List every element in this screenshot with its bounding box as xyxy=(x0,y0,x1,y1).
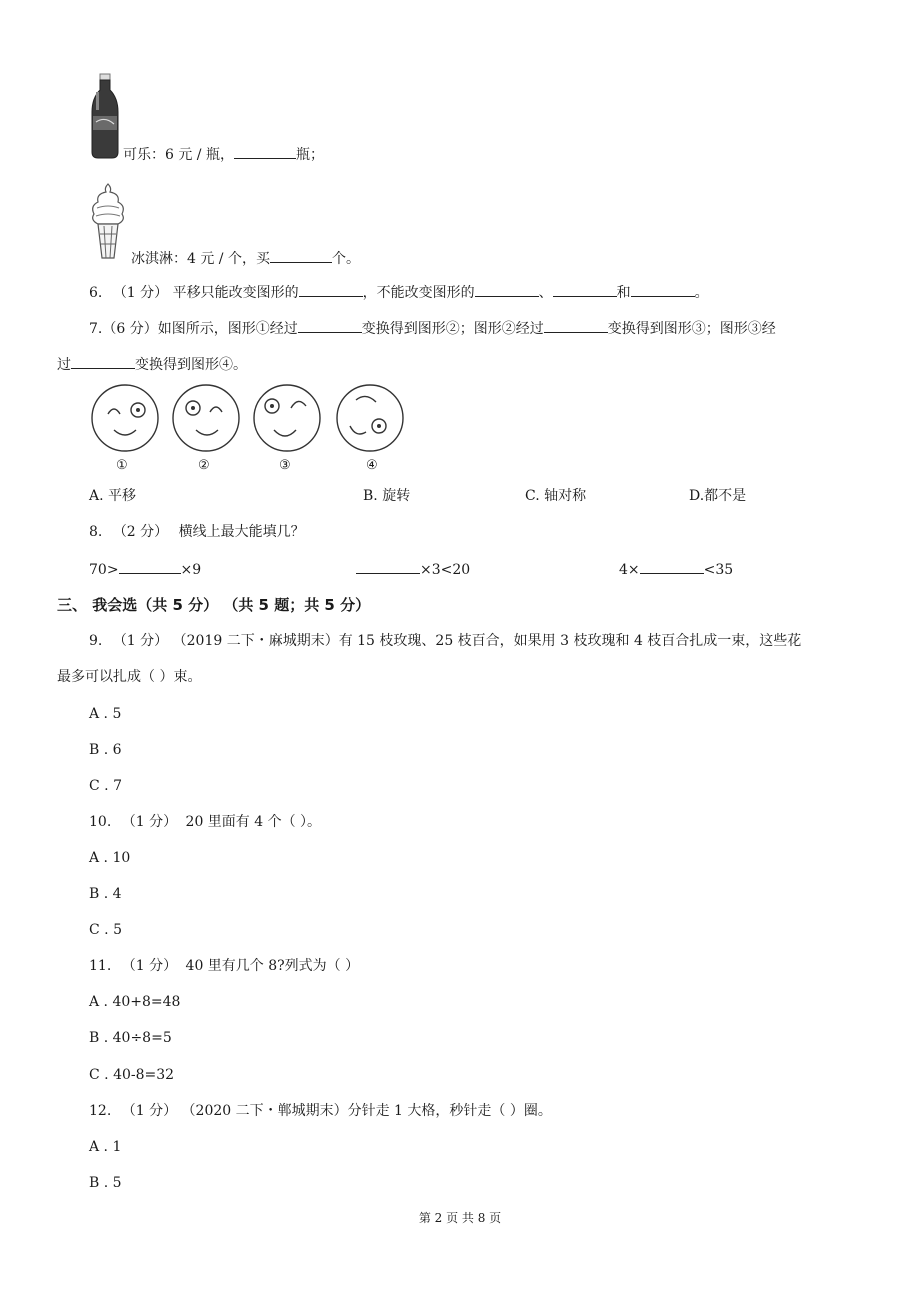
q10-text: 20 里面有 4 个（ ）。 xyxy=(185,814,322,830)
q7-number: 7. xyxy=(89,321,103,337)
q7-text-b: 变换得到图形②；图形②经过 xyxy=(361,321,544,337)
q9-option-a[interactable]: A . 5 xyxy=(89,706,122,722)
q7-text-c: 变换得到图形③；图形③经 xyxy=(607,321,776,337)
cola-unit: 瓶； xyxy=(295,147,324,163)
q9-option-c[interactable]: C . 7 xyxy=(89,778,122,794)
q7-text-e: 变换得到图形④。 xyxy=(135,357,247,373)
section-3-title: 三、 我会选（共 5 分） （共 5 题；共 5 分） xyxy=(57,596,371,614)
q7-option-b[interactable]: B. 旋转 xyxy=(363,488,411,504)
q6-blank-2[interactable] xyxy=(475,282,539,297)
cola-bottle-icon xyxy=(88,72,122,160)
q7-blank-2[interactable] xyxy=(544,318,608,333)
q7-option-a[interactable]: A. 平移 xyxy=(89,488,137,504)
cola-blank[interactable] xyxy=(234,144,296,159)
question-6 xyxy=(89,282,709,303)
q10-option-a[interactable]: A . 10 xyxy=(89,850,131,866)
q6-text: 平移只能改变图形的 xyxy=(172,285,299,301)
q11-text: 40 里有几个 8?列式为（ ） xyxy=(185,958,360,974)
q7-blank-3[interactable] xyxy=(71,354,135,369)
q6-blank-1[interactable] xyxy=(299,282,363,297)
question-7 xyxy=(89,318,776,339)
q9-score: （1 分） xyxy=(112,633,169,649)
q8-number: 8. xyxy=(89,524,103,540)
q12-text: （2020 二下・郸城期末）分针走 1 大格，秒针走（ ）圈。 xyxy=(181,1103,552,1119)
ice-cream-icon xyxy=(88,182,128,262)
q11-score: （1 分） xyxy=(121,958,178,974)
face-2 xyxy=(173,385,239,451)
q8-blank-1[interactable] xyxy=(119,559,181,574)
face-1 xyxy=(92,385,158,451)
q8-score: （2 分） xyxy=(112,524,169,540)
q7-score: （6 分） xyxy=(102,321,158,337)
question-11 xyxy=(89,956,359,976)
cola-text: 可乐：6 元 / 瓶， xyxy=(123,147,234,163)
q11-option-c[interactable]: C . 40-8=32 xyxy=(89,1067,175,1083)
q9-number: 9. xyxy=(89,633,103,649)
q6-number: 6. xyxy=(89,285,103,301)
q7-label-4: ④ xyxy=(366,458,378,473)
q12-option-b[interactable]: B . 5 xyxy=(89,1175,122,1191)
q8-expr1-b: ×9 xyxy=(180,562,202,578)
q10-score: （1 分） xyxy=(121,814,178,830)
q7-option-d[interactable]: D.都不是 xyxy=(689,488,747,504)
q8-expr1-a: 70> xyxy=(89,562,119,578)
q10-option-c[interactable]: C . 5 xyxy=(89,922,122,938)
question-10 xyxy=(89,812,321,832)
face-3 xyxy=(254,385,320,451)
q6-blank-4[interactable] xyxy=(631,282,695,297)
q7-text-a: 如图所示，图形①经过 xyxy=(157,321,298,337)
q6-score: （1 分） xyxy=(112,285,169,301)
q10-option-b[interactable]: B . 4 xyxy=(89,886,122,902)
icecream-unit: 个。 xyxy=(331,251,360,267)
q8-blank-2[interactable] xyxy=(356,559,420,574)
q8-expr3-b: <35 xyxy=(703,562,734,578)
q6-blank-3[interactable] xyxy=(553,282,617,297)
q7-option-c[interactable]: C. 轴对称 xyxy=(525,488,587,504)
q6-sep: 、 xyxy=(538,285,553,301)
q7-text-d: 过 xyxy=(57,357,71,373)
q10-number: 10. xyxy=(89,814,112,830)
q12-option-a[interactable]: A . 1 xyxy=(89,1139,122,1155)
q8-blank-3[interactable] xyxy=(640,559,704,574)
q12-number: 12. xyxy=(89,1103,112,1119)
q12-score: （1 分） xyxy=(121,1103,178,1119)
q7-label-1: ① xyxy=(116,458,128,473)
icecream-text: 冰淇淋：4 元 / 个，买 xyxy=(131,251,270,267)
q9-line-1: （2019 二下・麻城期末）有 15 枝玫瑰、25 枝百合，如果用 3 枝玫瑰和 4 枝百合扎成一束，这些花 xyxy=(172,633,802,649)
q7-label-3: ③ xyxy=(279,458,291,473)
q9-line-2: 最多可以扎成（ ）束。 xyxy=(57,669,202,685)
q8-expr3-a: 4× xyxy=(619,562,640,578)
q11-option-b[interactable]: B . 40÷8=5 xyxy=(89,1030,172,1046)
question-9 xyxy=(89,631,801,651)
face-4 xyxy=(337,385,403,451)
question-8 xyxy=(89,522,305,542)
q8-expr2-b: ×3<20 xyxy=(420,562,471,578)
q6-and: 和 xyxy=(616,285,631,301)
q7-label-2: ② xyxy=(198,458,210,473)
icecream-blank[interactable] xyxy=(270,248,332,263)
q7-blank-1[interactable] xyxy=(298,318,362,333)
q11-number: 11. xyxy=(89,958,112,974)
q6-text-b: ，不能改变图形的 xyxy=(362,285,475,301)
q8-text: 横线上最大能填几？ xyxy=(178,524,305,540)
q11-option-a[interactable]: A . 40+8=48 xyxy=(89,994,181,1010)
q9-option-b[interactable]: B . 6 xyxy=(89,742,122,758)
question-12 xyxy=(89,1101,552,1121)
page-footer: 第 2 页 共 8 页 xyxy=(418,1211,502,1225)
q6-end: 。 xyxy=(694,285,709,301)
